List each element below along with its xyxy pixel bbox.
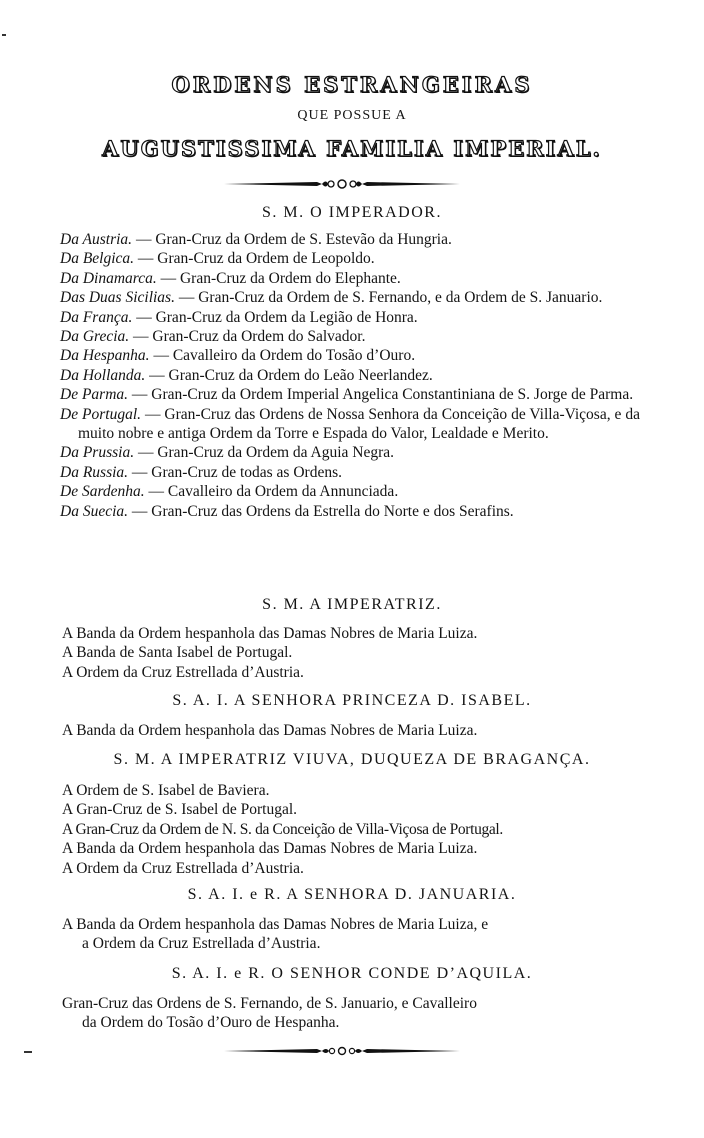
section-title-count-aquila: S. A. I. e R. O SENHOR CONDE D’AQUILA.: [171, 965, 533, 982]
count-aquila-orders-list: [62, 994, 477, 1033]
section-title-emperor: S. M. O IMPERADOR.: [262, 204, 442, 221]
list-item: Das Duas Sicilias. — Gran-Cruz da Ordem de S. Fernando, e da Ordem de S. Januario.: [60, 289, 603, 307]
list-item: A Gran-Cruz da Ordem de N. S. da Conceição de Villa-Viçosa de Portugal.: [62, 820, 503, 838]
list-item: A Gran-Cruz de S. Isabel de Portugal.: [62, 801, 298, 819]
empress-widow-orders-list: [62, 781, 503, 878]
list-item: Da Prussia. — Gran-Cruz da Ordem da Aguia Negra.: [60, 444, 395, 462]
ornament-divider-top: [222, 177, 462, 191]
list-item: Da França. — Gran-Cruz da Ordem da Legião de Honra.: [60, 308, 418, 326]
section-title-empress-widow: S. M. A IMPERATRIZ VIUVA, DUQUEZA DE BRAGANÇA.: [113, 751, 591, 768]
list-item: Da Suecia. — Gran-Cruz das Ordens da Estrella do Norte e dos Serafins.: [60, 502, 514, 520]
header-subtitle: QUE POSSUE A: [297, 108, 407, 123]
list-item: A Banda de Santa Isabel de Portugal.: [62, 644, 293, 662]
princess-januaria-orders-list: [62, 915, 488, 954]
list-item: De Portugal. — Gran-Cruz das Ordens de Nossa Senhora da Conceição de Villa-Viçosa, e da muito nobre e antiga Ordem da Torre e Espada do Valor, Lealdade e Merito.: [60, 405, 641, 443]
list-item: a Ordem da Cruz Estrellada d’Austria.: [82, 935, 321, 953]
margin-dash: [24, 1051, 32, 1053]
list-item: A Ordem da Cruz Estrellada d’Austria.: [62, 859, 304, 877]
list-item: A Banda da Ordem hespanhola das Damas Nobres de Maria Luiza.: [62, 625, 478, 642]
list-item: Da Austria. — Gran-Cruz da Ordem de S. Estevão da Hungria.: [60, 231, 452, 248]
section-title-princess-januaria: S. A. I. e R. A SENHORA D. JANUARIA.: [187, 886, 517, 903]
list-item: A Ordem da Cruz Estrellada d’Austria.: [62, 663, 304, 681]
list-item: da Ordem do Tosão d’Ouro de Hespanha.: [82, 1014, 340, 1032]
section-title-princess-isabel: S. A. I. A SENHORA PRINCEZA D. ISABEL.: [172, 692, 532, 709]
empress-orders-list: [62, 624, 477, 682]
ornament-divider-bottom: [222, 1044, 462, 1058]
list-item: Da Hespanha. — Cavalleiro da Ordem do Tosão d’Ouro.: [60, 347, 416, 365]
list-item: De Parma. — Gran-Cruz da Ordem Imperial Angelica Constantiniana de S. Jorge de Parma.: [60, 386, 634, 404]
header-title: ORDENS ESTRANGEIRAS: [171, 72, 533, 97]
emperor-orders-list: [60, 230, 640, 521]
header-title-2: AUGUSTISSIMA FAMILIA IMPERIAL.: [102, 136, 602, 161]
list-item: A Banda da Ordem hespanhola das Damas Nobres de Maria Luiza.: [62, 722, 478, 739]
list-item: A Ordem de S. Isabel de Baviera.: [62, 782, 270, 799]
margin-speck: [2, 34, 6, 36]
list-item: Gran-Cruz das Ordens de S. Fernando, de S. Januario, e Cavalleiro: [62, 995, 477, 1012]
list-item: Da Dinamarca. — Gran-Cruz da Ordem do Elephante.: [60, 269, 401, 287]
list-item: A Banda da Ordem hespanhola das Damas Nobres de Maria Luiza.: [62, 840, 478, 858]
list-item: Da Russia. — Gran-Cruz de todas as Ordens.: [60, 463, 342, 481]
list-item: De Sardenha. — Cavalleiro da Ordem da Annunciada.: [60, 483, 399, 501]
list-item: Da Grecia. — Gran-Cruz da Ordem do Salvador.: [60, 328, 366, 346]
list-item: Da Belgica. — Gran-Cruz da Ordem de Leopoldo.: [60, 250, 375, 268]
princess-isabel-orders-list: [62, 721, 477, 740]
list-item: Da Hollanda. — Gran-Cruz da Ordem do Leão Neerlandez.: [60, 366, 433, 384]
section-title-empress: S. M. A IMPERATRIZ.: [262, 596, 442, 613]
list-item: A Banda da Ordem hespanhola das Damas Nobres de Maria Luiza, e: [62, 916, 489, 933]
